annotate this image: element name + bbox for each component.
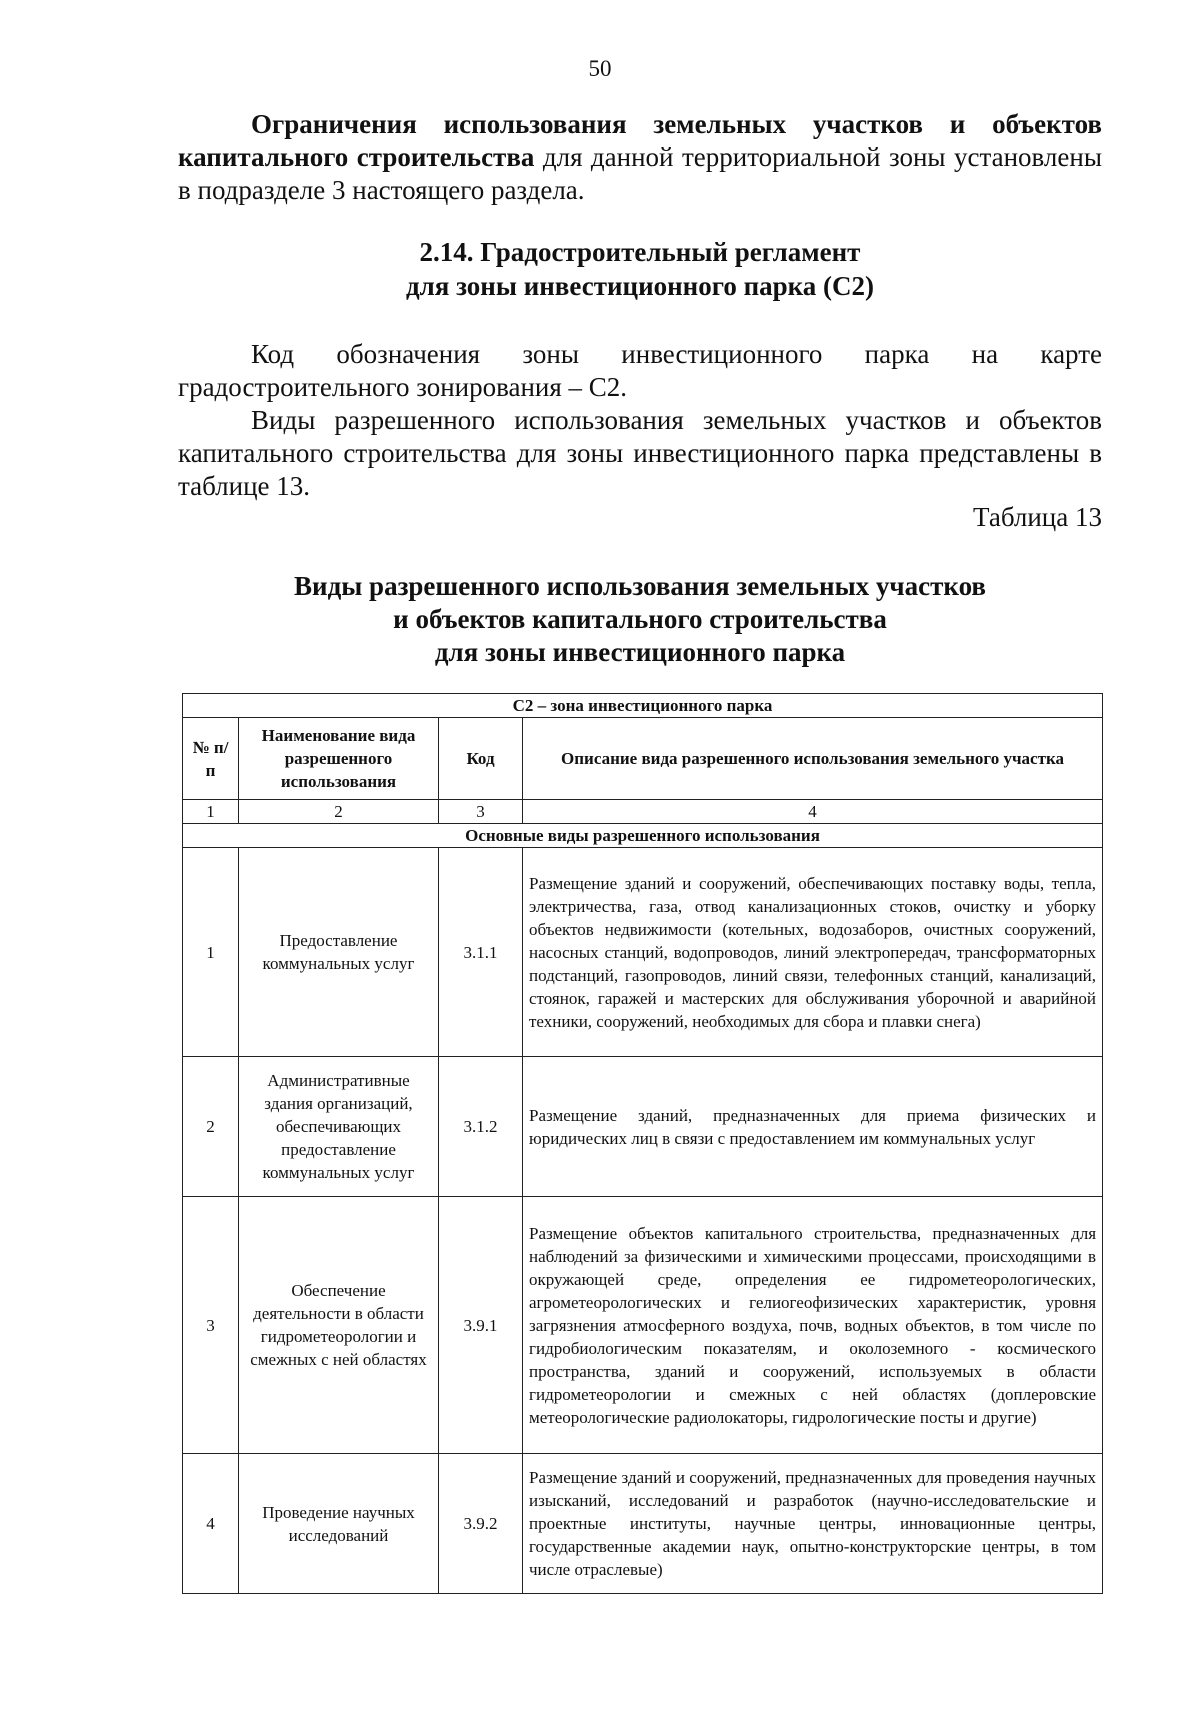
table-label: Таблица 13 [973, 502, 1102, 532]
table-row [183, 1057, 1103, 1197]
column-number: 4 [523, 800, 1103, 824]
header-name: Наименование вида разрешенного использования [239, 718, 439, 800]
row-num: 1 [183, 848, 239, 1057]
intro-rest-text: для данной территориальной зоны установлены в подразделе 3 настоящего раздела. [178, 142, 1102, 205]
permitted-uses-table [182, 693, 1103, 1594]
row-num: 3 [183, 1197, 239, 1454]
intro-paragraph [178, 108, 1102, 207]
zone-header-row [183, 694, 1103, 718]
row-code: 3.9.2 [439, 1454, 523, 1594]
column-number: 3 [439, 800, 523, 824]
row-desc: Размещение зданий и сооружений, обеспечивающих поставку воды, тепла, электричества, газа, отвод канализационных стоков, очистку и уборку объектов недвижимости (котельных, водозаборов, очистных сооружений, насосных станций, водопроводов, линий электропередач, трансформаторных подстанций, газопроводов, линий связи, телефонных станций, канализаций, стоянок, гаражей и мастерских для обслуживания уборочной и аварийной техники, сооружений, необходимых для сбора и плавки снега) [523, 848, 1103, 1057]
table-title [178, 570, 1102, 669]
row-name: Предоставление коммунальных услуг [239, 848, 439, 1057]
table-title-line1: Виды разрешенного использования земельных участков [294, 571, 986, 601]
row-name: Обеспечение деятельности в области гидрометеорологии и смежных с ней областях [239, 1197, 439, 1454]
section-title-line1: 2.14. Градостроительный регламент [419, 237, 861, 267]
table-title-line3: для зоны инвестиционного парка [434, 637, 846, 667]
group-header-cell: Основные виды разрешенного использования [183, 824, 1103, 848]
row-num: 2 [183, 1057, 239, 1197]
zone-header-cell: С2 – зона инвестиционного парка [183, 694, 1103, 718]
row-name: Проведение научных исследований [239, 1454, 439, 1594]
permitted-uses-paragraph [178, 404, 1102, 503]
header-num: № п/п [183, 718, 239, 800]
row-name: Административные здания организаций, обеспечивающих предоставление коммунальных услуг [239, 1057, 439, 1197]
row-num: 4 [183, 1454, 239, 1594]
column-number: 1 [183, 800, 239, 824]
row-desc: Размещение зданий, предназначенных для приема физических и юридических лиц в связи с предоставлением им коммунальных услуг [523, 1057, 1103, 1197]
column-header-row [183, 718, 1103, 800]
column-number: 2 [239, 800, 439, 824]
row-code: 3.1.1 [439, 848, 523, 1057]
section-title [178, 235, 1102, 303]
table-row [183, 1197, 1103, 1454]
row-desc: Размещение зданий и сооружений, предназначенных для проведения научных изысканий, исследований и разработок (научно-исследовательские и проектные институты, научные центры, инновационные центры, государственные академии наук, опытно-конструкторские центры, в том числе отраслевые) [523, 1454, 1103, 1594]
row-code: 3.9.1 [439, 1197, 523, 1454]
header-desc: Описание вида разрешенного использования земельного участка [523, 718, 1103, 800]
table-row [183, 848, 1103, 1057]
row-desc: Размещение объектов капитального строительства, предназначенных для наблюдений за физическими и химическими процессами, происходящими в окружающей среде, определения ее гидрометеорологических, агрометеорологических и гелиогеофизических характеристик, уровня загрязнения атмосферного воздуха, почв, водных объектов, в том числе по гидробиологическим показателям, и околоземного - космического пространства, зданий и сооружений, используемых в области гидрометеорологии и смежных с ней областях (доплеровские метеорологические радиолокаторы, гидрологические посты и другие) [523, 1197, 1103, 1454]
zone-code-paragraph [178, 338, 1102, 404]
permitted-uses-text: Виды разрешенного использования земельных участков и объектов капитального строительства для зоны инвестиционного парка представлены в таблице 13. [178, 405, 1102, 501]
group-header-row [183, 824, 1103, 848]
section-title-line2: для зоны инвестиционного парка (С2) [405, 271, 875, 301]
header-code: Код [439, 718, 523, 800]
table-title-line2: и объектов капитального строительства [393, 604, 887, 634]
page-number: 50 [588, 56, 612, 81]
intro-bold-text: Ограничения использования земельных участков и объектов капитального строительства [178, 109, 1102, 172]
table-row [183, 1454, 1103, 1594]
zone-code-text: Код обозначения зоны инвестиционного парка на карте градостроительного зонирования – С2. [178, 339, 1102, 402]
column-number-row [183, 800, 1103, 824]
row-code: 3.1.2 [439, 1057, 523, 1197]
